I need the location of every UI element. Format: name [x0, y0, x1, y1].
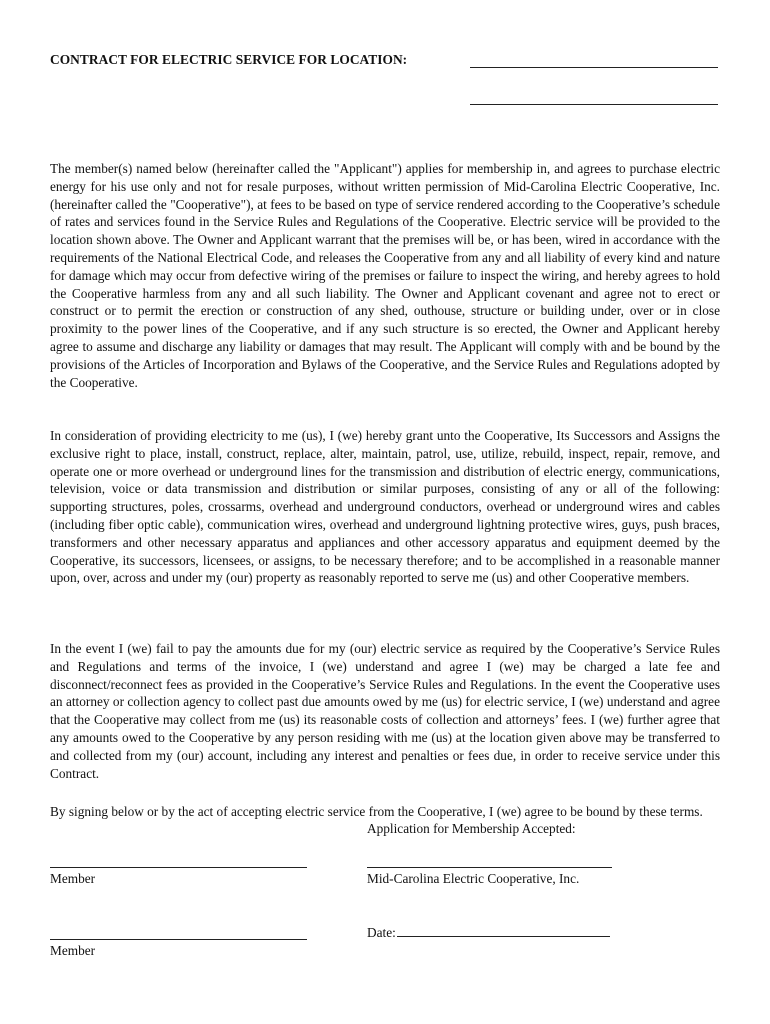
- cooperative-signature-line[interactable]: [367, 867, 612, 868]
- membership-paragraph: The member(s) named below (hereinafter called the "Applicant") applies for membership in, and agrees to purchase electric energy for his use only and not for resale purposes, without written permission of Mid-Carolina Electric Cooperative, Inc. (hereinafter called the "Cooperative"), at fees to be based on type of service rendered according to the Cooperative’s schedule of rates and services found in the Service Rules and Regulations of the Cooperative. Electric service will be provided to the location shown above. The Owner and Applicant warrant that the premises will be, or has been, wired in accordance with the requirements of the National Electrical Code, and releases the Cooperative from any and all liability of every kind and nature for damage which may occur from defective wiring of the premises or failure to inspect the wiring, and hereby agrees to hold the Cooperative harmless from any and all such liability. The Owner and Applicant covenant and agree not to erect or construct or to permit the erection or construction of any shed, outhouse, structure or building under, over or in close proximity to the power lines of the Cooperative, and if any such structure is so erected, the Owner and Applicant hereby agree to assume and discharge any liability or damages that may result. The Applicant will comply with and be bound by the provisions of the Articles of Incorporation and Bylaws of the Cooperative, and the Service Rules and Regulations adopted by the Cooperative.: [50, 161, 720, 390]
- date-label: Date:: [367, 925, 396, 940]
- agreement-paragraph: By signing below or by the act of accepting electric service from the Cooperative, I (we) agree to be bound by these terms.: [50, 804, 703, 819]
- date-line[interactable]: [397, 936, 610, 937]
- member-signature-line-2[interactable]: [50, 939, 307, 940]
- cooperative-label: Mid-Carolina Electric Cooperative, Inc.: [367, 871, 580, 886]
- member-label-2: Member: [50, 943, 96, 958]
- easement-paragraph: In consideration of providing electricity to me (us), I (we) hereby grant unto the Cooperative, Its Successors and Assigns the exclusive right to place, install, construct, replace, alter, maintain, patrol, use, utilize, rebuild, inspect, repair, remove, and operate one or more overhead or underground lines for the transmission and distribution of electric energy, communications, television, voice or data transmission and distribution or similar purposes, consisting of any or all of the following: supporting structures, poles, crossarms, overhead and underground conductors, overhead or underground wires and cables (including fiber optic cable), communication wires, overhead and underground lightning protective wires, guys, push braces, transformers and other necessary apparatus and appliances and other accessory apparatus and equipment deemed by the Cooperative, its successors, licensees, or assigns, to be necessary therefore; and to be accomplished in a reasonable manner upon, over, across and under my (our) property as reasonably reported to serve me (us) and other Cooperative members.: [50, 428, 720, 586]
- location-line-1[interactable]: [470, 67, 718, 68]
- location-line-2[interactable]: [470, 104, 718, 105]
- member-signature-line-1[interactable]: [50, 867, 307, 868]
- date-field: [367, 924, 610, 942]
- page-title: CONTRACT FOR ELECTRIC SERVICE FOR LOCATION:: [50, 52, 408, 67]
- member-label-1: Member: [50, 871, 96, 886]
- accepted-label: Application for Membership Accepted:: [367, 821, 576, 836]
- payment-paragraph: In the event I (we) fail to pay the amounts due for my (our) electric service as required by the Cooperative’s Service Rules and Regulations and terms of the invoice, I (we) understand and agree I (we) may be charged a late fee and disconnect/reconnect fees as provided in the Cooperative’s Service Rules and Regulations. In the event the Cooperative uses an attorney or collection agency to collect past due amounts owed by me (us) for electric service, I (we) understand and agree that the Cooperative may collect from me (us) its reasonable costs of collection and attorneys’ fees. I (we) further agree that any amounts owed to the Cooperative by any person residing with me (us) at the location given above may be transferred to and collected from my (our) account, including any interest and penalties or fees due, in order to receive service under this Contract.: [50, 641, 720, 781]
